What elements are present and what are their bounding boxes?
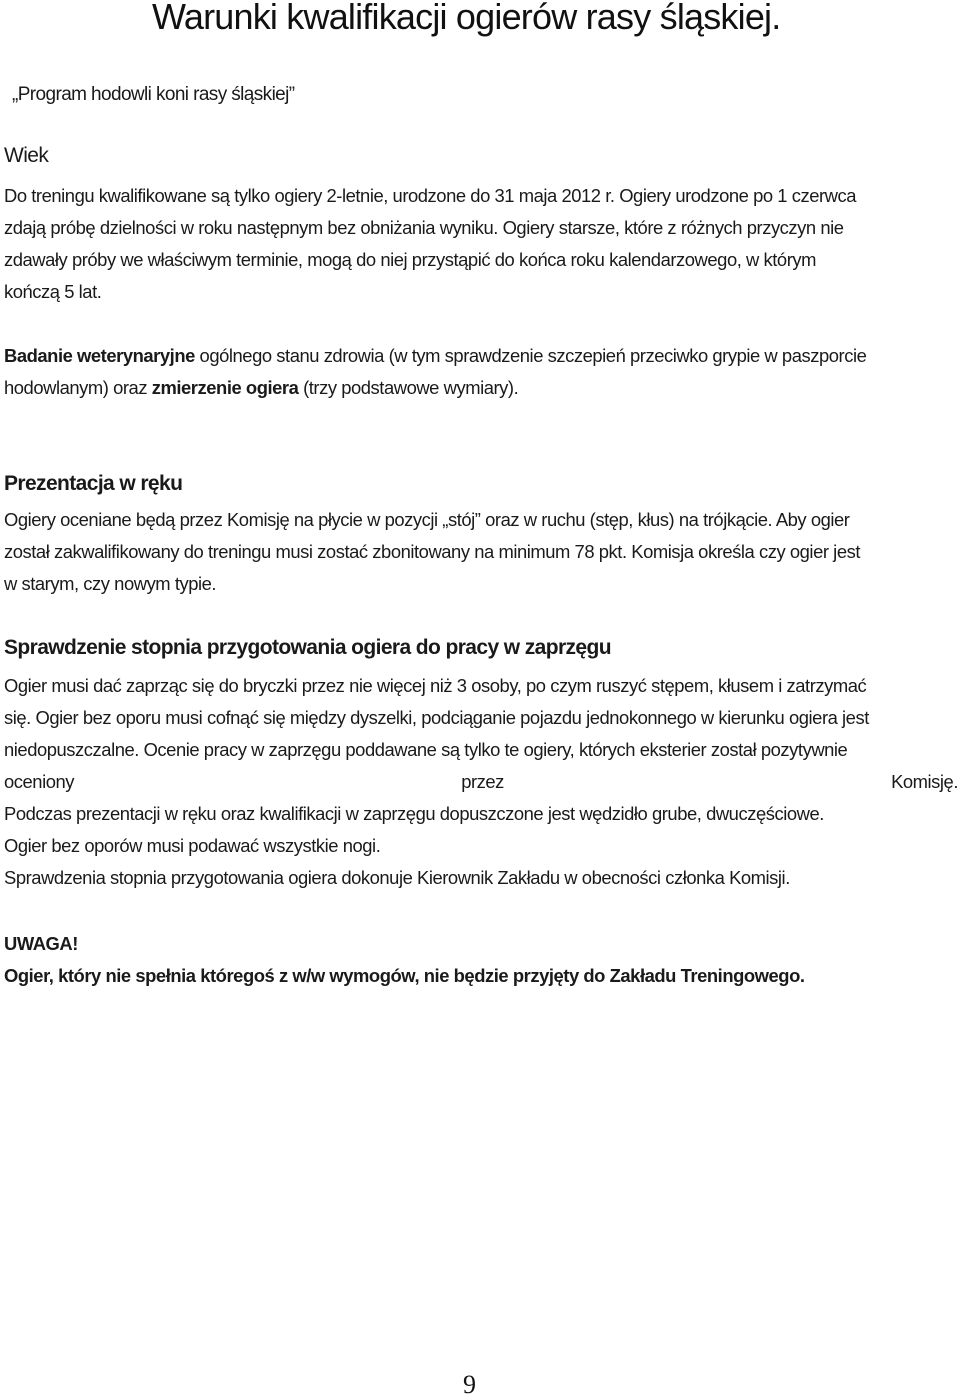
age-paragraph	[4, 180, 960, 308]
justified-word: przez	[461, 771, 504, 792]
vet-exam-bold: Badanie weterynaryjne	[4, 345, 195, 366]
age-line: zdają próbę dzielności w roku następnym bez obniżania wyniku. Ogiery starsze, które z różnych przyczyn nie	[4, 217, 844, 238]
age-line: kończą 5 lat.	[4, 281, 102, 302]
vet-line-rest: ogólnego stanu zdrowia (w tym sprawdzenie szczepień przeciwko grypie w paszporcie	[194, 345, 867, 366]
vet-line-start: hodowlanym) oraz	[4, 377, 152, 398]
age-line: Do treningu kwalifikowane są tylko ogiery 2-letnie, urodzone do 31 maja 2012 r. Ogiery urodzone po 1 czerwca	[4, 185, 857, 206]
document-title: Warunki kwalifikacji ogierów rasy śląskiej.	[152, 0, 781, 37]
justified-word: oceniony	[4, 771, 75, 792]
vet-line	[4, 372, 960, 404]
vet-paragraph	[4, 340, 960, 404]
harness-line: Sprawdzenia stopnia przygotowania ogiera dokonuje Kierownik Zakładu w obecności członka Komisji.	[4, 867, 790, 888]
warning-text: Ogier, który nie spełnia któregoś z w/w wymogów, nie będzie przyjęty do Zakładu Treningowego.	[4, 965, 805, 986]
harness-line: się. Ogier bez oporu musi cofnąć się między dyszelki, podciąganie pojazdu jednokonnego w kierunku ogiera jest	[4, 707, 869, 728]
page-number: 9	[463, 1370, 476, 1399]
program-subtitle: „Program hodowli koni rasy śląskiej”	[12, 84, 295, 105]
presentation-paragraph	[4, 504, 960, 600]
age-line: zdawały próby we właściwym terminie, mogą do niej przystąpić do końca roku kalendarzowego, w którym	[4, 249, 816, 270]
vet-line	[4, 340, 960, 372]
presentation-line: Ogiery oceniane będą przez Komisję na płycie w pozycji „stój” oraz w ruchu (stęp, kłus) na trójkącie. Aby ogier	[4, 509, 850, 530]
presentation-heading: Prezentacja w ręku	[4, 472, 183, 495]
harness-line: niedopuszczalne. Ocenie pracy w zaprzęgu poddawane są tylko te ogiery, których eksterier został pozytywnie	[4, 739, 848, 760]
presentation-line: został zakwalifikowany do treningu musi zostać zbonitowany na minimum 78 pkt. Komisja określa czy ogier jest	[4, 541, 860, 562]
presentation-line: w starym, czy nowym typie.	[4, 573, 217, 594]
harness-justified-line	[4, 766, 958, 798]
harness-paragraph	[4, 670, 960, 894]
justified-word: Komisję.	[891, 771, 958, 792]
vet-line-end: (trzy podstawowe wymiary).	[298, 377, 519, 398]
warning-label: UWAGA!	[4, 933, 78, 954]
harness-line: Ogier bez oporów musi podawać wszystkie nogi.	[4, 835, 381, 856]
harness-line: Podczas prezentacji w ręku oraz kwalifikacji w zaprzęgu dopuszczone jest wędzidło grube, dwuczęściowe.	[4, 803, 824, 824]
warning-block	[4, 928, 960, 992]
harness-heading: Sprawdzenie stopnia przygotowania ogiera do pracy w zaprzęgu	[4, 636, 611, 659]
age-heading: Wiek	[4, 144, 49, 167]
harness-line: Ogier musi dać zaprząc się do bryczki przez nie więcej niż 3 osoby, po czym ruszyć stępem, kłusem i zatrzymać	[4, 675, 867, 696]
measurement-bold: zmierzenie ogiera	[151, 377, 299, 398]
